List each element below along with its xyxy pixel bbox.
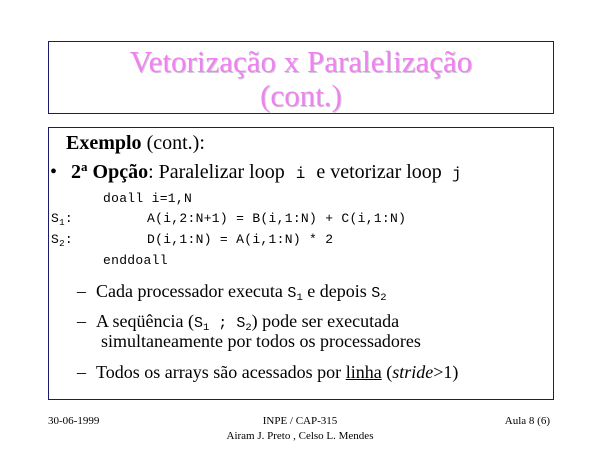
footer-lecture: Aula 8 (6) [504,415,550,427]
code-line-doall: doall i=1,N [103,191,193,206]
footer-date: 30-06-1999 [48,415,100,427]
point-1: – Cada processador executa $S_1$ e depois $S_2$ [77,281,387,304]
code-label-s2: $S_2$: [51,232,73,249]
point-3: – Todos os arrays são acessados por linha (stride>1) [77,362,459,382]
title-box [48,41,554,114]
code-line-s1: A(i,2:N+1) = B(i,1:N) + C(i,1:N) [147,211,407,226]
code-label-s1: $S_1$: [51,211,73,228]
statement-ref: $S_2$ [371,285,387,304]
dash-icon: – [77,281,86,301]
option-text-1: : Paralelizar loop [148,161,290,183]
slide-title-line-1: Vetorização x Paralelização [129,44,473,79]
code-line-enddoall: enddoall [103,253,168,268]
option-ordinal: 2$^a$ Opção [71,159,149,183]
dash-icon: – [77,362,86,382]
slide-title-line-2: (cont.) [260,78,342,113]
italic-word: stride [392,362,434,382]
example-heading-bold: Exemplo [66,132,142,154]
footer-institution: INPE / CAP-315 [262,415,338,427]
example-heading [66,132,205,155]
option-line [50,161,461,184]
point-2-continuation: simultaneamente por todos os processadores [101,331,421,351]
dash-icon: – [77,311,86,331]
loop-var-j: j [451,165,462,183]
example-heading-rest: (cont.): [141,132,205,154]
loop-var-i: i [295,165,306,183]
statement-ref: $S_1$ [193,315,210,334]
statement-ref: $S_1$ [287,285,303,304]
footer-authors: Airam J. Preto , Celso L. Mendes [226,430,374,442]
code-line-s2: D(i,1:N) = A(i,1:N) * 2 [147,232,334,247]
statement-ref: $S_2$ [236,315,252,334]
point-2: – A seqüência ($S_1$ ; $S_2$) pode ser executada [77,311,400,334]
content-box [48,127,554,400]
option-text-2: e vetorizar loop [311,161,447,183]
underlined-word: linha [345,362,382,382]
bullet-icon: • [50,161,58,183]
